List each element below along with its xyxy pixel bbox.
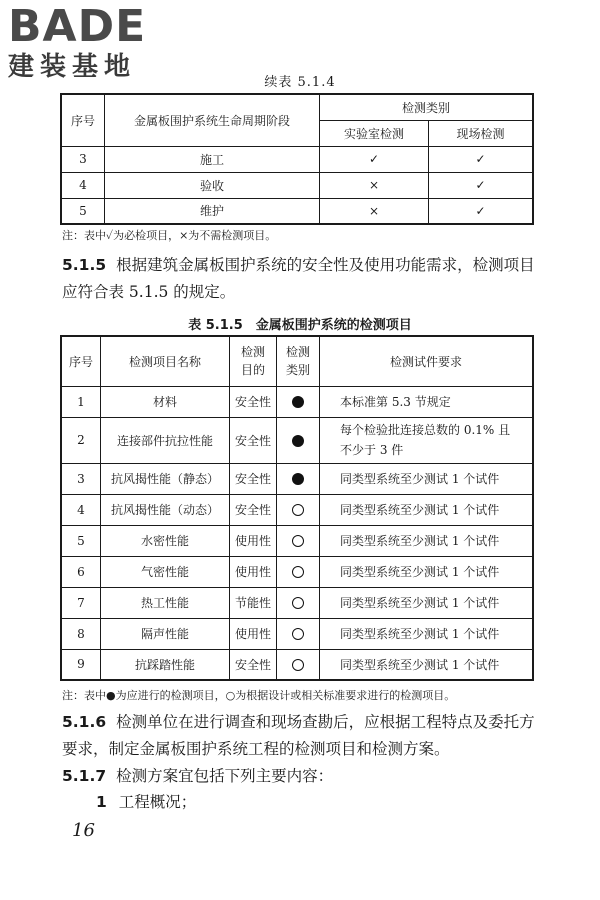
cell-no: 3: [61, 146, 105, 172]
cell-category: [277, 556, 320, 587]
cell-category: [277, 525, 320, 556]
cell-requirement: 同类型系统至少测试 1 个试件: [320, 463, 534, 494]
table-row: [61, 463, 533, 494]
cell-requirement: 同类型系统至少测试 1 个试件: [320, 587, 534, 618]
cell-name: 抗踩踏性能: [101, 649, 230, 680]
logo-wordmark: BADE: [8, 1, 147, 52]
clause-text: 检测方案宜包括下列主要内容：: [116, 767, 334, 785]
table2-note: 注：表中●为应进行的检测项目，○为根据设计或相关标准要求进行的检测项目。: [62, 689, 456, 702]
list-item-1: [96, 790, 196, 812]
cell-lab: ×: [320, 172, 429, 198]
cell-lab: ✓: [320, 146, 429, 172]
cell-name: 连接部件抗拉性能: [101, 417, 230, 463]
cell-no: 1: [61, 386, 101, 417]
header-category: 检测类别: [320, 94, 534, 120]
cell-no: 5: [61, 198, 105, 224]
table1-note: 注：表中✓为必检项目，×为不需检测项目。: [62, 229, 277, 242]
cell-purpose: 使用性: [230, 525, 277, 556]
item-text: 工程概况；: [118, 793, 197, 811]
clause-number: 5.1.5: [62, 256, 107, 274]
table1-caption: 续表 5.1.4: [264, 75, 336, 90]
cell-stage: 施工: [105, 146, 320, 172]
table2-caption: 表 5.1.5 金属板围护系统的检测项目: [188, 318, 412, 333]
test-items-table: [60, 335, 534, 681]
header-stage: 金属板围护系统生命周期阶段: [105, 94, 320, 146]
table-row: [61, 198, 533, 224]
filled-circle-icon: [292, 435, 304, 447]
cell-name: 抗风揭性能（动态）: [101, 494, 230, 525]
cell-no: 8: [61, 618, 101, 649]
hollow-circle-icon: [292, 659, 304, 671]
cell-no: 3: [61, 463, 101, 494]
item-number: 1: [96, 793, 107, 811]
header-item-name: 检测项目名称: [101, 336, 230, 386]
cell-requirement: 每个检验批连接总数的 0.1% 且不少于 3 件: [320, 417, 534, 463]
lifecycle-table: [60, 93, 534, 225]
cell-requirement: 同类型系统至少测试 1 个试件: [320, 649, 534, 680]
hollow-circle-icon: [292, 628, 304, 640]
cell-purpose: 安全性: [230, 649, 277, 680]
cell-category: [277, 386, 320, 417]
filled-circle-icon: [292, 473, 304, 485]
cell-name: 气密性能: [101, 556, 230, 587]
table-row: [61, 587, 533, 618]
cell-field: ✓: [429, 198, 534, 224]
table-row: [61, 386, 533, 417]
cell-category: [277, 417, 320, 463]
hollow-circle-icon: [292, 504, 304, 516]
cell-name: 热工性能: [101, 587, 230, 618]
cell-name: 抗风揭性能（静态）: [101, 463, 230, 494]
cell-no: 7: [61, 587, 101, 618]
cell-requirement: 同类型系统至少测试 1 个试件: [320, 618, 534, 649]
table-row: [61, 556, 533, 587]
cell-requirement: 本标准第 5.3 节规定: [320, 386, 534, 417]
cell-no: 4: [61, 172, 105, 198]
cell-category: [277, 587, 320, 618]
cell-no: 9: [61, 649, 101, 680]
cell-name: 材料: [101, 386, 230, 417]
page-number: 16: [72, 820, 95, 841]
cell-purpose: 使用性: [230, 556, 277, 587]
header-category: 检测类别: [277, 336, 320, 386]
cell-field: ✓: [429, 172, 534, 198]
hollow-circle-icon: [292, 566, 304, 578]
table-row: [61, 525, 533, 556]
cell-field: ✓: [429, 146, 534, 172]
cell-requirement: 同类型系统至少测试 1 个试件: [320, 556, 534, 587]
cell-no: 4: [61, 494, 101, 525]
clause-number: 5.1.7: [62, 767, 107, 785]
table-row: [61, 172, 533, 198]
cell-stage: 维护: [105, 198, 320, 224]
cell-purpose: 使用性: [230, 618, 277, 649]
table-row: [61, 417, 533, 463]
cell-no: 5: [61, 525, 101, 556]
logo-subtitle: 建装基地: [8, 52, 137, 82]
cell-purpose: 安全性: [230, 386, 277, 417]
cell-lab: ×: [320, 198, 429, 224]
clause-number: 5.1.6: [62, 713, 107, 731]
cell-purpose: 安全性: [230, 494, 277, 525]
table-row: [61, 649, 533, 680]
header-no: 序号: [61, 336, 101, 386]
cell-requirement: 同类型系统至少测试 1 个试件: [320, 525, 534, 556]
header-lab: 实验室检测: [320, 120, 429, 146]
cell-no: 2: [61, 417, 101, 463]
header-purpose: 检测目的: [230, 336, 277, 386]
clause-text: 检测单位在进行调查和现场查勘后，应根据工程特点及委托方要求，制定金属板围护系统工程的检测项目和检测方案。: [62, 713, 535, 758]
header-no: 序号: [61, 94, 105, 146]
cell-category: [277, 649, 320, 680]
cell-purpose: 安全性: [230, 417, 277, 463]
cell-requirement: 同类型系统至少测试 1 个试件: [320, 494, 534, 525]
table-row: [61, 494, 533, 525]
cell-purpose: 安全性: [230, 463, 277, 494]
cell-name: 隔声性能: [101, 618, 230, 649]
cell-name: 水密性能: [101, 525, 230, 556]
table-row: [61, 618, 533, 649]
paragraph-5-1-7: [62, 763, 540, 790]
cell-category: [277, 618, 320, 649]
paragraph-5-1-5: [62, 252, 540, 306]
clause-text: 根据建筑金属板围护系统的安全性及使用功能需求，检测项目应符合表 5.1.5 的规定。: [62, 256, 535, 301]
paragraph-5-1-6: [62, 709, 540, 763]
cell-no: 6: [61, 556, 101, 587]
hollow-circle-icon: [292, 535, 304, 547]
table-row: [61, 146, 533, 172]
filled-circle-icon: [292, 396, 304, 408]
cell-category: [277, 494, 320, 525]
cell-category: [277, 463, 320, 494]
cell-stage: 验收: [105, 172, 320, 198]
cell-purpose: 节能性: [230, 587, 277, 618]
header-field: 现场检测: [429, 120, 534, 146]
hollow-circle-icon: [292, 597, 304, 609]
header-requirement: 检测试件要求: [320, 336, 534, 386]
